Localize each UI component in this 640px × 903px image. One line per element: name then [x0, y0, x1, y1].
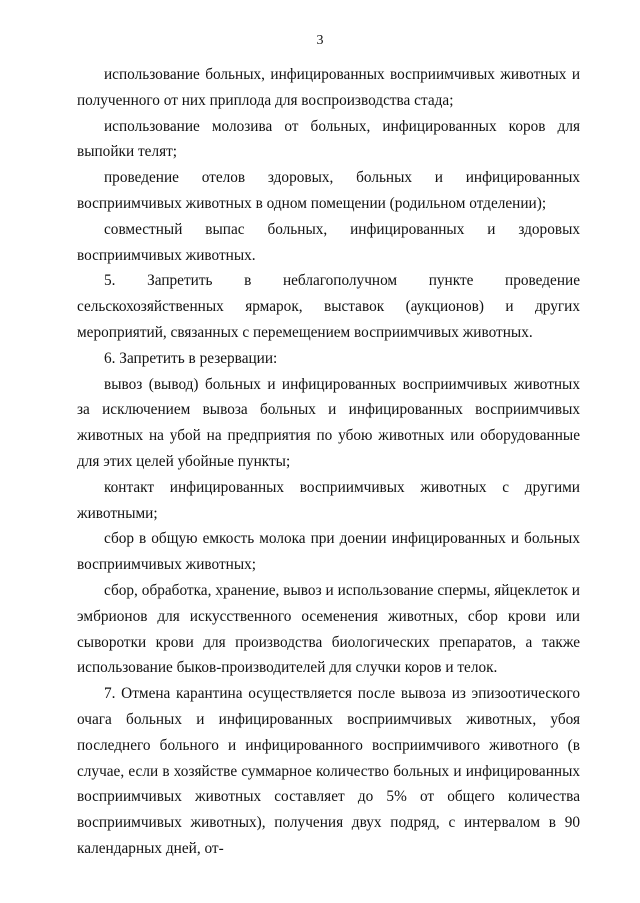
paragraph-item-7: 7. Отмена карантина осуществляется после вывоза из эпизоотического очага больных и инфицированных восприимчивых животных, убоя последнего больного и инфицированного восприимчивого животного (в случае, если в хозяйстве суммарное количество больных и инфицированных восприимчивых животных составляет до 5% от общего количества восприимчивых животных), получения двух подряд, с интервалом в 90 календарных дней, от- [77, 685, 580, 857]
paragraph-use-animals-offspring: использование больных, инфицированных восприимчивых животных и полученного от них приплода для воспроизводства стада; [77, 66, 580, 109]
paragraph-joint-grazing: совместный выпас больных, инфицированных и здоровых восприимчивых животных. [77, 220, 580, 264]
paragraph-colostrum: использование молозива от больных, инфицированных коров для выпойки телят; [77, 117, 580, 161]
paragraph-item-5: 5. Запретить в неблагополучном пункте проведение сельскохозяйственных ярмарок, выставок (аукционов) и других мероприятий, связанных с перемещением восприимчивых животных. [77, 272, 580, 341]
paragraph-semen-embryos: сбор, обработка, хранение, вывоз и использование спермы, яйцеклеток и эмбрионов для искусственного осеменения животных, сбор крови или сыворотки крови для производства биологических препаратов, а также использование быков-производителей для случки коров и телок. [77, 581, 580, 677]
paragraph-removal: вывоз (вывод) больных и инфицированных восприимчивых животных за исключением вывоза больных и инфицированных восприимчивых животных на убой на предприятия по убою животных или оборудованные для этих целей убойные пункты; [77, 375, 580, 470]
page-number: 3 [316, 33, 324, 48]
paragraph-calving: проведение отелов здоровых, больных и инфицированных восприимчивых животных в одном помещении (родильном отделении); [77, 169, 580, 212]
document-body [77, 62, 580, 862]
paragraph-item-6: 6. Запретить в резервации: [104, 349, 278, 367]
paragraph-milk-collection: сбор в общую емкость молока при доении инфицированных и больных восприимчивых животных; [77, 530, 580, 574]
paragraph-contact: контакт инфицированных восприимчивых животных с другими животными; [77, 478, 580, 522]
